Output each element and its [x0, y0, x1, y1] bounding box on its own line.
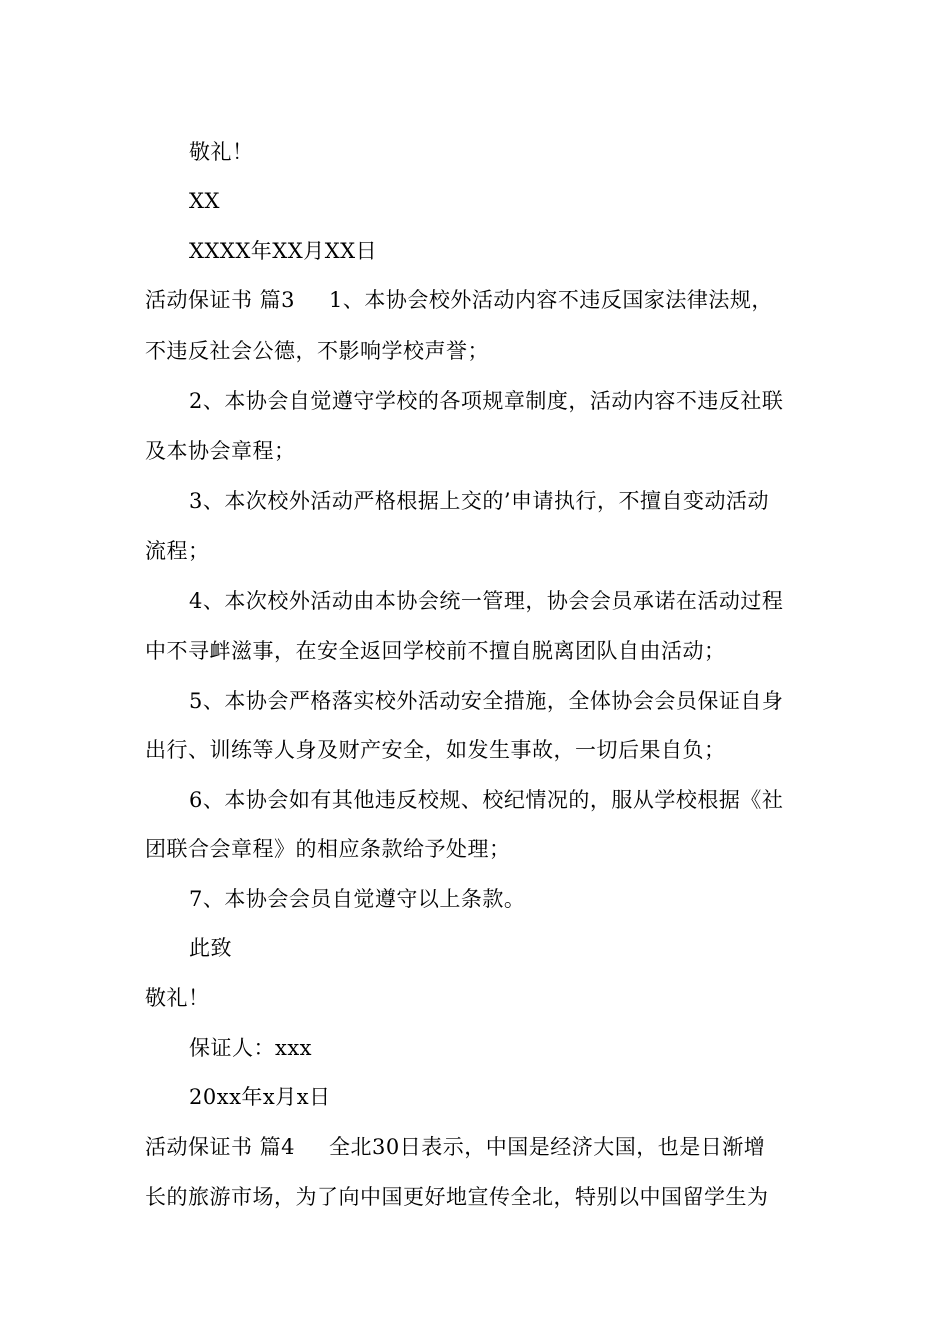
- text-line: 敬礼！: [189, 140, 254, 164]
- text-line: 及本协会章程；: [145, 439, 296, 463]
- section-heading: 活动保证书 篇3: [145, 288, 296, 312]
- text-line: 流程；: [145, 539, 210, 563]
- section-heading: 活动保证书 篇4: [145, 1135, 296, 1159]
- text-line: 出行、训练等人身及财产安全，如发生事故，一切后果自负；: [145, 738, 726, 762]
- section-heading-line: [145, 285, 773, 315]
- text-line: 4、本次校外活动由本协会统一管理，协会会员承诺在活动过程: [189, 589, 784, 613]
- text-line: 7、本协会会员自觉遵守以上条款。: [189, 887, 526, 911]
- text-line: 5、本协会严格落实校外活动安全措施，全体协会会员保证自身: [189, 689, 784, 713]
- text-line: 1、本协会校外活动内容不违反国家法律法规，: [329, 288, 773, 312]
- text-line: XXXX年XX月XX日: [189, 239, 378, 263]
- text-line: 全北30日表示，中国是经济大国，也是日渐增: [329, 1135, 766, 1159]
- text-line: XX: [189, 189, 220, 213]
- text-line: 敬礼！: [145, 986, 210, 1010]
- signature-line: 保证人：xxx: [189, 1036, 313, 1060]
- text-line: 中不寻衅滋事，在安全返回学校前不擅自脱离团队自由活动；: [145, 639, 726, 663]
- text-line: 2、本协会自觉遵守学校的各项规章制度，活动内容不违反社联: [189, 389, 784, 413]
- text-line: 团联合会章程》的相应条款给予处理；: [145, 837, 511, 861]
- text-line: 6、本协会如有其他违反校规、校纪情况的，服从学校根据《社: [189, 788, 784, 812]
- text-line: 长的旅游市场，为了向中国更好地宣传全北，特别以中国留学生为: [145, 1185, 769, 1209]
- text-line: 3、本次校外活动严格根据上交的’申请执行，不擅自变动活动: [189, 489, 770, 513]
- section-heading-line: [145, 1132, 765, 1162]
- text-line: 不违反社会公德，不影响学校声誉；: [145, 339, 489, 363]
- date-line: 20xx年x月x日: [189, 1085, 331, 1109]
- text-line: 此致: [189, 936, 232, 960]
